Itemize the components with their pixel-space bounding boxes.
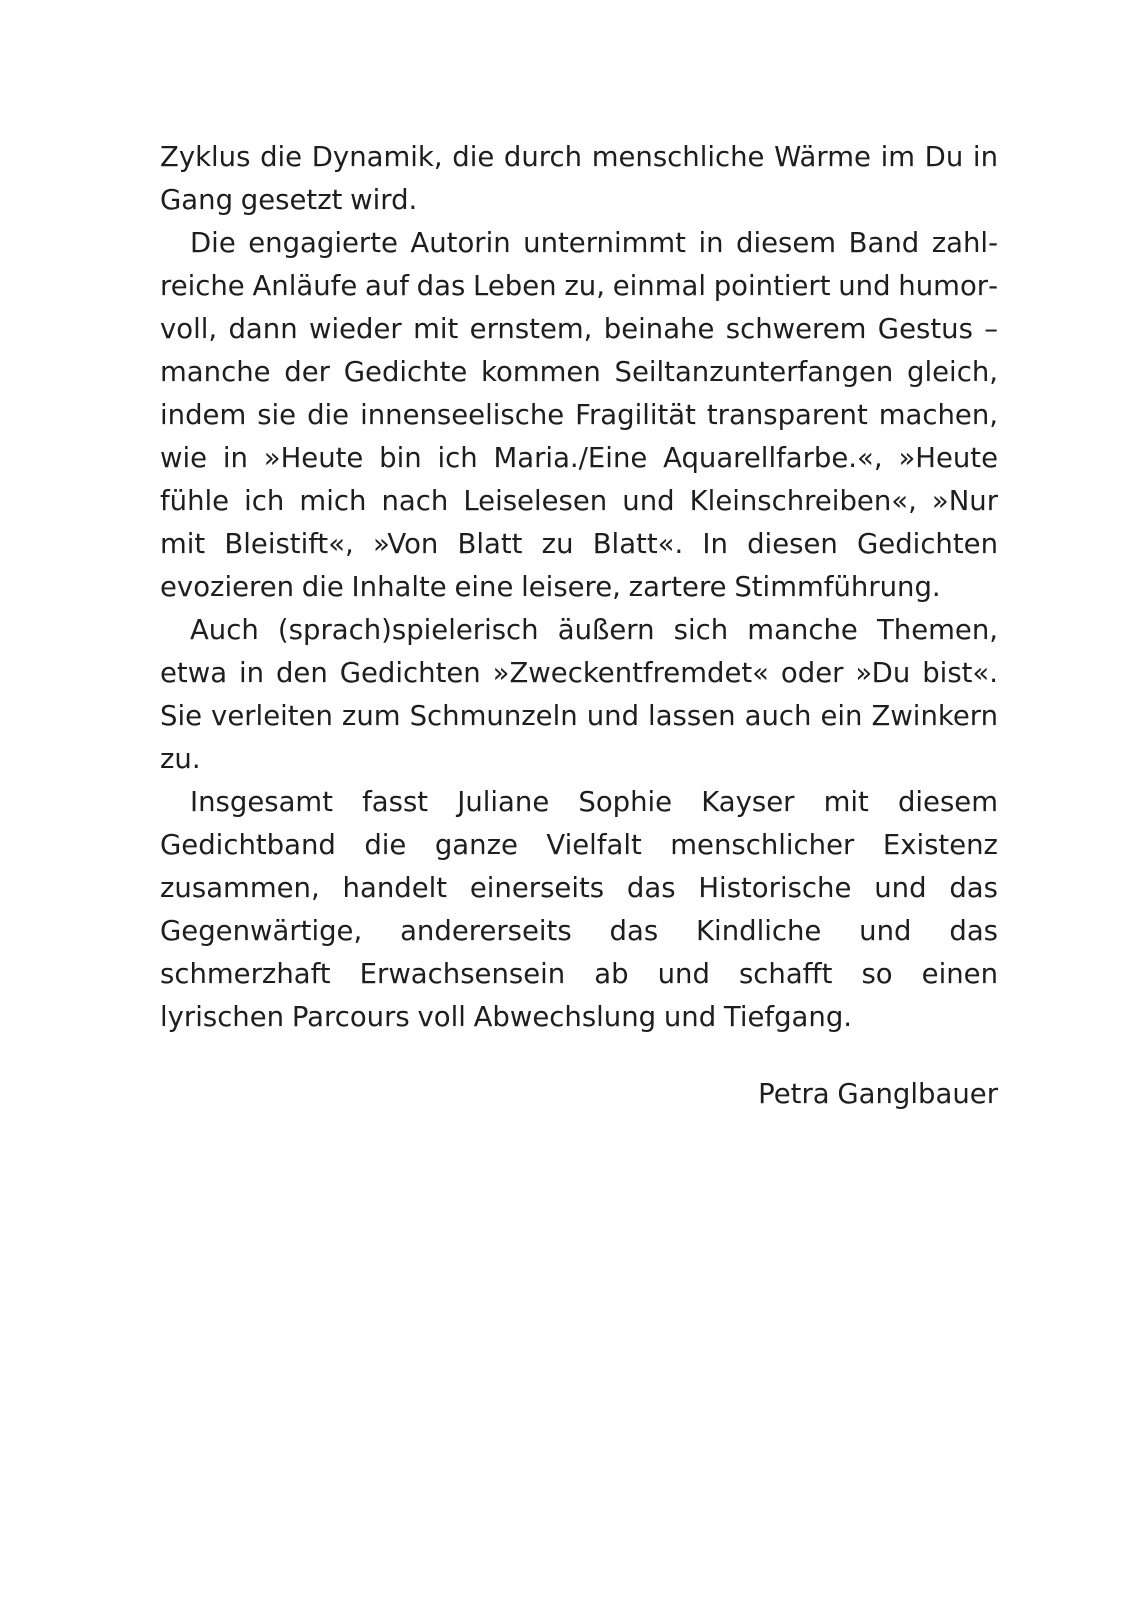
body-text — [160, 136, 998, 1116]
author-signature: Petra Ganglbauer — [758, 1078, 998, 1110]
paragraph-1: Zyklus die Dynamik, die durch menschliche Wärme im Du in Gang gesetzt wird. — [160, 141, 998, 216]
paragraph-3: Auch (sprach)spielerisch äußern sich manche Themen, etwa in den Gedichten »Zweckentfremdet« oder »Du bist«. Sie verleiten zum Schmunzeln und lassen auch ein Zwinkern zu. — [160, 614, 998, 775]
paragraph-4: Insgesamt fasst Juliane Sophie Kayser mit diesem Gedichtband die ganze Vielfalt menschlicher Existenz zusammen, handelt einerseits das Historische und das Gegenwärtige, andererseits das Kindliche und das schmerzhaft Erwachsensein ab und schafft so einen lyrischen Parcours voll Abwechslung und Tiefgang. — [160, 786, 998, 1033]
paragraph-2: Die engagierte Autorin unternimmt in diesem Band zahlreiche Anläufe auf das Leben zu, einmal pointiert und humorvoll, dann wieder mit ernstem, beinahe schwerem Gestus – manche der Gedichte kommen Seiltanzunterfangen gleich, indem sie die innenseelische Fragilität transparent machen, wie in »Heute bin ich Maria./Eine Aquarellfarbe.«, »Heute fühle ich mich nach Leiselesen und Kleinschreiben«, »Nur mit Bleistift«, »Von Blatt zu Blatt«. In diesen Gedichten evozieren die Inhalte eine leisere, zartere Stimmführung. — [160, 227, 999, 603]
